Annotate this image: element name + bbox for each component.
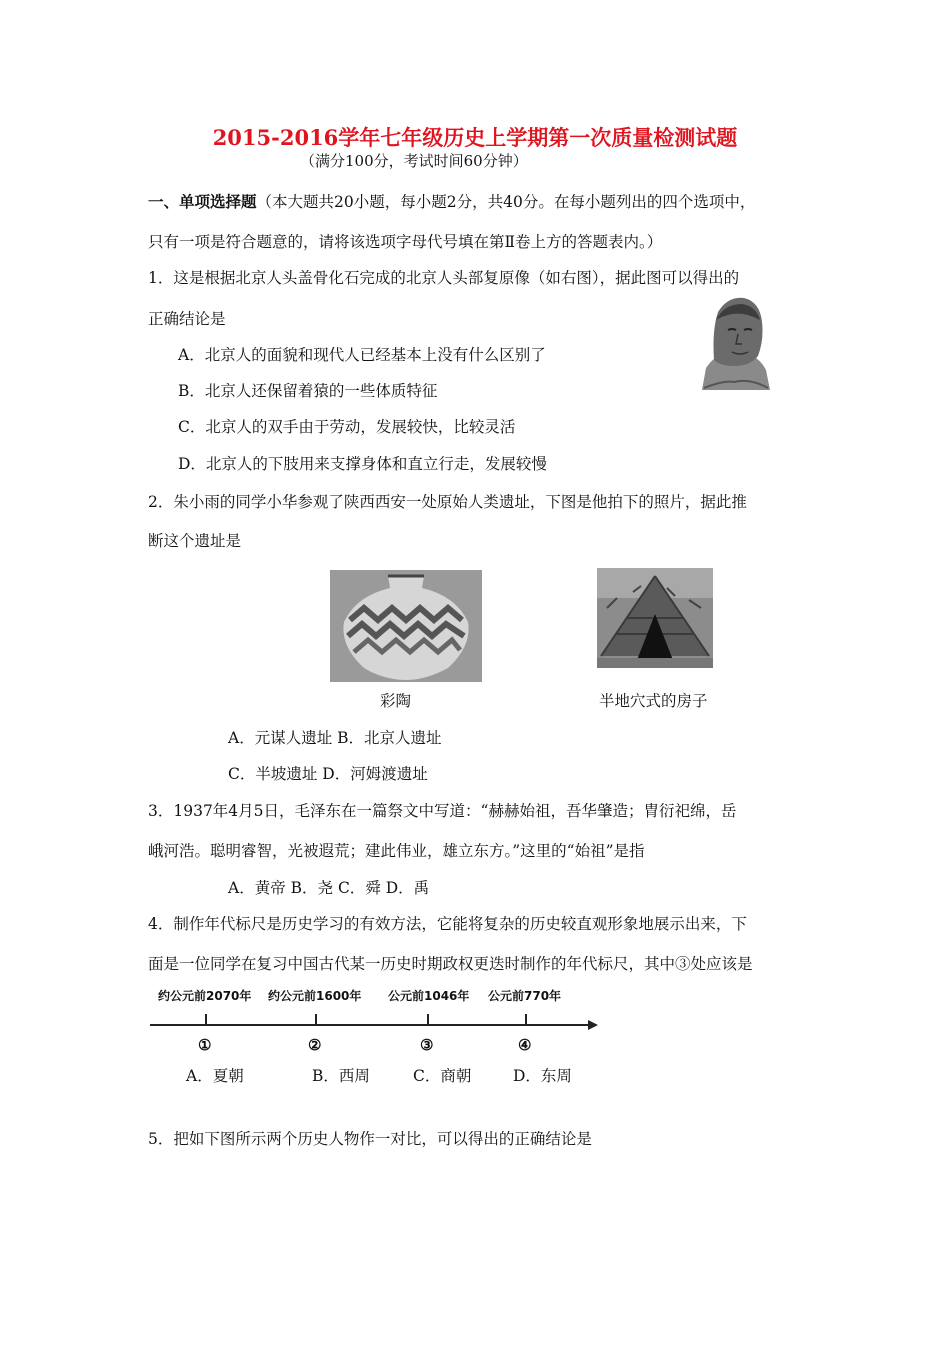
timeline-label-4: 公元前770年 <box>488 989 562 1003</box>
timeline-label-2: 约公元前1600年 <box>268 989 362 1003</box>
painted-pottery-image <box>330 570 482 682</box>
section-intro <box>148 190 755 212</box>
section-intro-line1: （本大题共20小题，每小题2分，共40分。在每小题列出的四个选项中， <box>256 193 756 211</box>
semi-subterranean-house-image <box>597 568 713 668</box>
q2-options-line2: C．半坡遗址 D．河姆渡遗址 <box>228 765 428 783</box>
caption-house: 半地穴式的房子 <box>599 692 708 710</box>
section-intro-line2: 只有一项是符合题意的，请将该选项字母代号填在第Ⅱ卷上方的答题表内。） <box>148 233 663 251</box>
q2-stem-line1: 2．朱小雨的同学小华参观了陕西西安一处原始人类遗址，下图是他拍下的照片，据此推 <box>148 493 747 511</box>
q4-option-d: D．东周 <box>513 1067 572 1085</box>
q1-option-c: C．北京人的双手由于劳动，发展较快，比较灵活 <box>178 418 516 436</box>
timeline-marker-3: ③ <box>420 1036 434 1054</box>
q4-stem-line2: 面是一位同学在复习中国古代某一历史时期政权更迭时制作的年代标尺，其中③处应该是 <box>148 955 753 973</box>
q1-stem-line1: 1．这是根据北京人头盖骨化石完成的北京人头部复原像（如右图），据此图可以得出的 <box>148 269 740 287</box>
q3-options: A．黄帝 B．尧 C．舜 D．禹 <box>228 879 430 897</box>
timeline-marker-4: ④ <box>518 1036 532 1054</box>
q3-stem-line1: 3．1937年4月5日，毛泽东在一篇祭文中写道：“赫赫始祖，吾华肇造；胄衍祀绵，岳 <box>148 802 737 820</box>
q1-option-a: A．北京人的面貌和现代人已经基本上没有什么区别了 <box>178 346 546 364</box>
q1-option-d: D．北京人的下肢用来支撑身体和直立行走，发展较慢 <box>178 455 547 473</box>
peking-man-bust-image <box>694 290 776 394</box>
page-subtitle: （满分100分，考试时间60分钟） <box>300 152 528 170</box>
q1-stem-line2: 正确结论是 <box>148 310 226 328</box>
q5-stem: 5．把如下图所示两个历史人物作一对比，可以得出的正确结论是 <box>148 1130 592 1148</box>
q4-option-c: C．商朝 <box>413 1067 472 1085</box>
q3-stem-line2: 峨河浩。聪明睿智，光被遐荒；建此伟业，雄立东方。”这里的“始祖”是指 <box>148 842 645 860</box>
q4-option-b: B．西周 <box>312 1067 370 1085</box>
caption-pottery: 彩陶 <box>380 692 412 710</box>
q4-option-a: A．夏朝 <box>186 1067 244 1085</box>
q2-options-line1: A．元谋人遗址 B．北京人遗址 <box>228 729 442 747</box>
timeline-marker-1: ① <box>198 1036 212 1054</box>
q4-stem-line1: 4．制作年代标尺是历史学习的有效方法，它能将复杂的历史较直观形象地展示出来，下 <box>148 915 747 933</box>
q2-stem-line2: 断这个遗址是 <box>148 532 242 550</box>
q1-option-b: B．北京人还保留着猿的一些体质特征 <box>178 382 438 400</box>
timeline-label-1: 约公元前2070年 <box>158 989 252 1003</box>
section-heading: 一、单项选择题 <box>148 192 257 211</box>
page-title: 2015-2016学年七年级历史上学期第一次质量检测试题 <box>212 125 738 150</box>
timeline-axis <box>148 1010 600 1036</box>
timeline-marker-2: ② <box>308 1036 322 1054</box>
timeline-label-3: 公元前1046年 <box>388 989 470 1003</box>
